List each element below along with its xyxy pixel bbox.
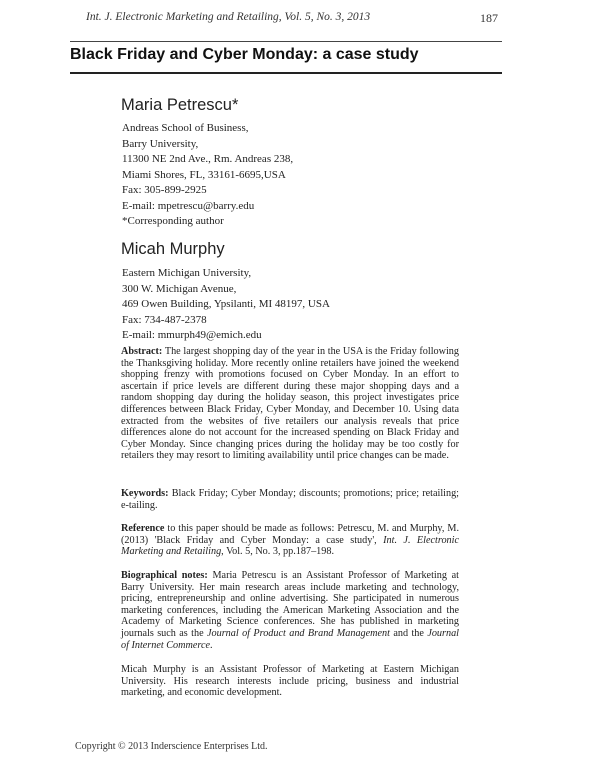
abstract-label: Abstract:: [121, 346, 163, 357]
affiliation-line: 300 W. Michigan Avenue,: [122, 282, 237, 295]
reference: [121, 523, 459, 558]
header-rule: [70, 41, 502, 42]
reference-text: to this paper should be made as follows: Petrescu, M. and Murphy, M. (2013) 'Black Friday and Cyber Monday: a case study',: [121, 523, 459, 546]
bio-text-mid: and the: [389, 627, 428, 639]
abstract-text: The largest shopping day of the year in the USA is the Friday following the Thanksgiving holiday. More recently online retailers have joined the weekend shopping frenzy with promotions focused on Cyber Monday. In an effort to ascertain if price levels are different during these major shopping days and a random shopping day during the holiday season, this project investigates price differences between Black Friday, Cyber Monday, and December 10. Using data extracted from the websites of five retailers our analysis reveals that price differences alone do not account for the increased spending on Black Friday and Cyber Monday. Since changing prices during the holiday may be too costly for retailers they may resort to limiting availability until price changes can be made.: [121, 346, 459, 462]
affiliation-line: Andreas School of Business,: [122, 122, 249, 134]
page-number: 187: [480, 11, 498, 25]
author-affiliation-2: [122, 266, 502, 344]
affiliation-line: 11300 NE 2nd Ave., Rm. Andreas 238,: [122, 153, 294, 165]
affiliation-line: 469 Owen Building, Ypsilanti, MI 48197, USA: [122, 298, 330, 310]
author-name-1: Maria Petrescu*: [121, 96, 239, 114]
affiliation-line: Barry University,: [122, 137, 199, 150]
biographical-notes: [121, 570, 459, 651]
bio-label: Biographical notes:: [121, 570, 208, 581]
title-rule: [70, 72, 502, 74]
bio-journal-1: Journal of Product and Brand Management: [207, 627, 390, 639]
copyright-footer: Copyright © 2013 Inderscience Enterprises Ltd.: [75, 741, 268, 752]
email-line: E-mail: mpetrescu@barry.edu: [122, 199, 255, 212]
keywords-text: Black Friday; Cyber Monday; discounts; promotions; price; retailing; e-tailing.: [121, 488, 460, 511]
author-affiliation-1: [122, 121, 502, 230]
paper-title: Black Friday and Cyber Monday: a case study: [70, 46, 419, 63]
author-name-2: Micah Murphy: [121, 240, 225, 258]
biographical-notes-2: Micah Murphy is an Assistant Professor of Marketing at Eastern Michigan University. His research interests include pricing, business and industrial marketing, and economic development.: [121, 664, 459, 699]
reference-text-end: , Vol. 5, No. 3, pp.187–198.: [221, 546, 334, 558]
affiliation-line: Miami Shores, FL, 33161-6695,USA: [122, 168, 286, 181]
journal-header: Int. J. Electronic Marketing and Retailing, Vol. 5, No. 3, 2013: [86, 11, 371, 23]
email-line: E-mail: mmurph49@emich.edu: [122, 329, 262, 341]
keywords-label: Keywords:: [121, 488, 169, 499]
keywords: [121, 488, 459, 511]
bio-text-end: .: [210, 639, 213, 651]
affiliation-line: Eastern Michigan University,: [122, 267, 252, 279]
corresponding-note: *Corresponding author: [122, 215, 224, 227]
bio-journal-2: Journal of Internet Commerce: [121, 627, 460, 651]
reference-label: Reference: [121, 523, 165, 534]
abstract: [121, 346, 459, 462]
bio-text: Maria Petrescu is an Assistant Professor of Marketing at Barry University. Her main research areas include marketing and technology, pricing, entrepreneurship and online advertising. She participated in numerous marketing conferences, including the American Marketing Association and the Academy of Marketing Science conferences. She has published in marketing journals such as the: [121, 570, 459, 639]
affiliation-line: Fax: 305-899-2925: [122, 184, 207, 196]
affiliation-line: Fax: 734-487-2378: [122, 313, 207, 326]
reference-journal: Int. J. Electronic Marketing and Retailing: [121, 534, 459, 558]
